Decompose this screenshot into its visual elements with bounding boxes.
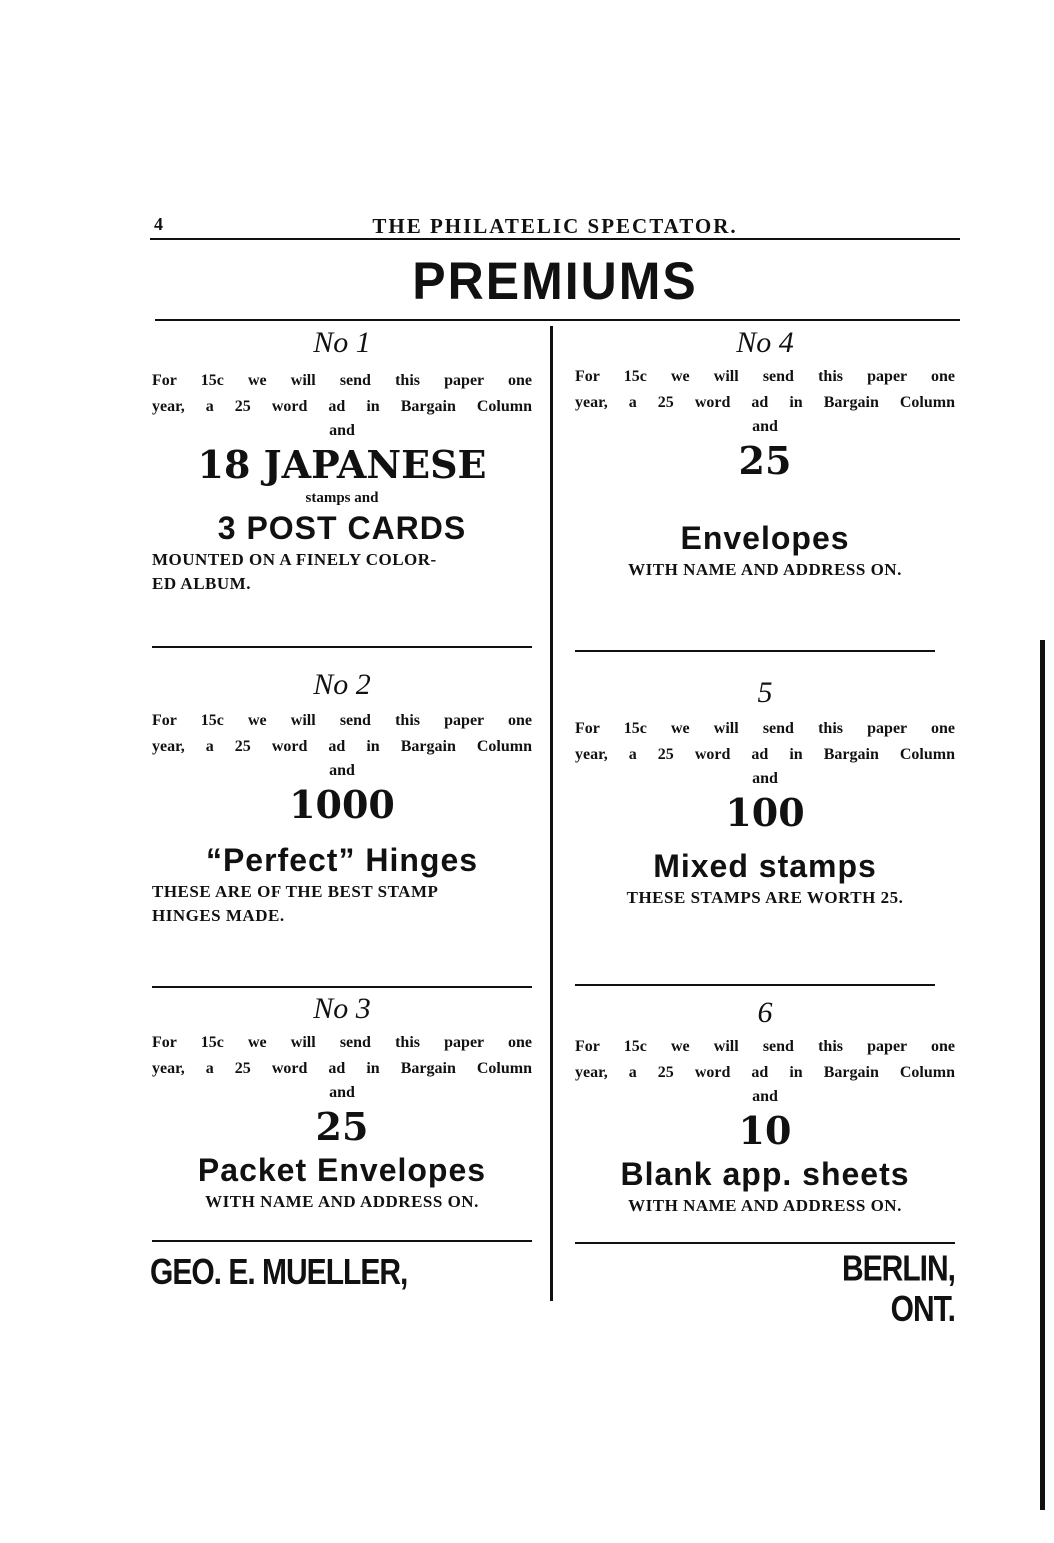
premium-no2	[152, 668, 532, 928]
offer-and: and	[752, 770, 778, 787]
section-rule	[575, 984, 935, 986]
offer-and: and	[752, 418, 778, 435]
journal-title: THE PHILATELIC SPECTATOR.	[372, 214, 738, 238]
premium-quantity: 1000	[289, 782, 395, 827]
offer-line: year, a 25 word ad in Bargain Column	[152, 398, 532, 415]
section-rule	[575, 650, 935, 652]
premium-description: ED ALBUM.	[152, 574, 251, 593]
premium-item: Packet Envelopes	[197, 1152, 487, 1188]
offer-line: year, a 25 word ad in Bargain Column	[575, 394, 955, 411]
premium-item: 3 POST CARDS	[217, 510, 467, 546]
offer-and: and	[329, 422, 355, 439]
premium-item: “Perfect” Hinges	[205, 842, 479, 878]
page-edge-line	[1040, 640, 1045, 1510]
offer-line: year, a 25 word ad in Bargain Column	[575, 1064, 955, 1081]
premium-description: MOUNTED ON A FINELY COLOR-	[152, 550, 437, 569]
offer-line: year, a 25 word ad in Bargain Column	[575, 746, 955, 763]
column-divider	[550, 326, 553, 1301]
premium-quantity: 18 JAPANESE	[197, 442, 487, 487]
offer-line: For 15c we will send this paper one	[152, 712, 532, 729]
page-title: PREMIUMS	[412, 251, 698, 311]
section-rule	[152, 1240, 532, 1242]
offer-line: For 15c we will send this paper one	[152, 372, 532, 389]
premium-description: WITH NAME AND ADDRESS ON.	[628, 1196, 902, 1215]
premium-quantity: 100	[725, 790, 805, 835]
offer-line: year, a 25 word ad in Bargain Column	[152, 738, 532, 755]
page-number: 4	[154, 214, 163, 234]
offer-and: and	[752, 1088, 778, 1105]
title-rule	[155, 319, 960, 321]
premium-quantity: 25	[738, 438, 792, 483]
premium-sub: stamps and	[305, 490, 379, 506]
running-head	[150, 210, 960, 240]
section-rule	[575, 1242, 955, 1244]
premium-number: 6	[757, 996, 773, 1029]
premium-description: HINGES MADE.	[152, 906, 285, 925]
offer-line: For 15c we will send this paper one	[575, 720, 955, 737]
premium-no6	[575, 996, 955, 1218]
premium-number: No 2	[313, 668, 371, 701]
premium-no4	[575, 326, 955, 582]
premium-number: No 3	[313, 992, 371, 1025]
premium-description: THESE STAMPS ARE WORTH 25.	[626, 888, 904, 907]
publisher-location: BERLIN, ONT.	[842, 1249, 955, 1330]
publisher-name: GEO. E. MUELLER,	[150, 1252, 408, 1293]
section-rule	[152, 986, 532, 988]
premium-description: WITH NAME AND ADDRESS ON.	[628, 560, 902, 579]
offer-line: For 15c we will send this paper one	[575, 368, 955, 385]
premium-number: No 4	[736, 326, 794, 359]
premium-description: WITH NAME AND ADDRESS ON.	[205, 1192, 479, 1211]
offer-line: year, a 25 word ad in Bargain Column	[152, 1060, 532, 1077]
section-rule	[152, 646, 532, 648]
offer-and: and	[329, 1084, 355, 1101]
offer-and: and	[329, 762, 355, 779]
premium-no3	[152, 992, 532, 1214]
premium-no5	[575, 676, 955, 910]
premium-quantity: 10	[738, 1108, 792, 1153]
premium-description: THESE ARE OF THE BEST STAMP	[152, 882, 439, 901]
header-rule	[150, 238, 960, 240]
premium-number: No 1	[313, 326, 371, 359]
premium-item: Mixed stamps	[653, 848, 877, 884]
premium-item: Envelopes	[680, 520, 850, 556]
premium-item: Blank app. sheets	[620, 1156, 910, 1192]
offer-line: For 15c we will send this paper one	[152, 1034, 532, 1051]
premium-number: 5	[757, 676, 773, 709]
premium-quantity: 25	[315, 1104, 369, 1149]
offer-line: For 15c we will send this paper one	[575, 1038, 955, 1055]
premium-no1	[152, 326, 532, 596]
